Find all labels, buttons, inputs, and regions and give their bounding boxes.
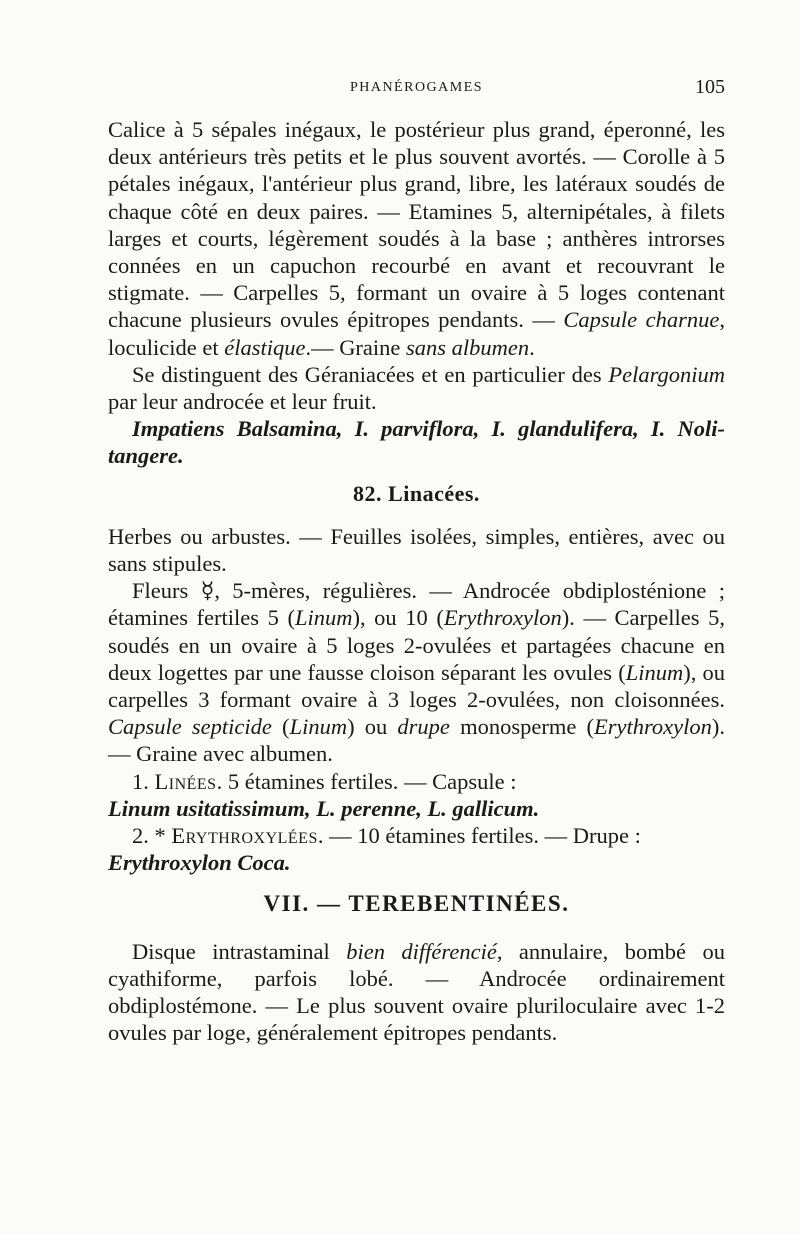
italic-term: drupe — [397, 714, 450, 740]
italic-term: Capsule charnue — [563, 307, 720, 333]
text-run: Calice à 5 sépales inégaux, le postérieur plus grand, éperonné, les deux antérieurs très petits et le plus souvent avortés. — Corolle à 5 pétales inégaux, l'antérieur plus grand, libre, les latéraux soudés de chaque côté en deux paires. — Etamines 5, alternipétales, à filets larges et courts, légèrement soudés à la base ; anthères introrses connées en un capuchon recourbé en avant et recouvrant le stigmate. — Carpelles 5, formant un ovaire à 5 loges contenant chacune plusieurs ovules épitropes pendants. — — [108, 117, 725, 333]
paragraph — [108, 795, 725, 822]
italic-term: bien différencié — [346, 938, 497, 964]
paragraph — [108, 415, 725, 469]
small-caps-term: Erythroxylées — [171, 823, 318, 849]
paragraph — [108, 938, 725, 1047]
text-run: . 5 étamines fertiles. — Capsule : — [216, 768, 517, 794]
text-run: Disque intrastaminal — [132, 938, 347, 964]
paragraph — [108, 822, 725, 849]
italic-term: Linum — [289, 714, 348, 740]
paragraph — [108, 523, 725, 577]
family-heading-linacees: 82. Linacées. — [353, 480, 480, 506]
small-caps-term: Linées — [154, 768, 217, 794]
species-names: Linum usitatissimum, L. perenne, L. gallicum. — [108, 795, 540, 821]
text-run: 2. * — [132, 823, 172, 849]
order-heading-terebentinees: VII. — TEREBENTINÉES. — [263, 891, 570, 917]
paragraph — [108, 116, 725, 361]
text-run: ) ou — [347, 714, 398, 740]
page-number: 105 — [695, 76, 725, 98]
text-run: ( — [271, 714, 290, 740]
text-run: ), ou 10 ( — [352, 605, 444, 631]
text-run: ). — Carpelles 5, soudés en un ovaire à 5 loges 2-ovulées et partagées chacune en deux logettes par une fausse cloison séparant les ovules ( — [108, 605, 725, 685]
text-run: monosperme ( — [449, 714, 594, 740]
italic-term: Linum — [625, 659, 684, 685]
paragraph — [108, 361, 725, 415]
text-run: , loculicide et — [108, 307, 725, 360]
text-run: Herbes ou arbustes. — Feuilles isolées, simples, entières, avec ou sans stipules. — [108, 523, 725, 577]
italic-term: sans albumen — [406, 334, 530, 360]
text-run: . — 10 étamines fertiles. — Drupe : — [317, 823, 641, 849]
italic-term: Erythroxylon — [593, 714, 712, 740]
species-names: Impatiens Balsamina, I. parviflora, I. glandulifera, I. Noli-tangere. — [108, 416, 725, 469]
terebentinees-description — [108, 938, 725, 1047]
impatiens-description — [108, 116, 725, 470]
text-run: Se distinguent des Géraniacées et en particulier des — [132, 361, 609, 387]
italic-term: Linum — [294, 605, 353, 631]
text-run: Fleurs ☿, 5-mères, régulières. — Androcée obdiplosténione ; étamines fertiles 5 ( — [108, 578, 725, 631]
text-run: , annulaire, bombé ou cyathiforme, parfois lobé. — Androcée ordinairement obdiplostémone. — Le plus souvent ovaire pluriloculaire avec 1-2 ovules par loge, généralement épitropes pendants. — [108, 938, 725, 1046]
page-body — [108, 116, 725, 1047]
italic-term: Capsule septicide — [108, 714, 272, 740]
paragraph — [108, 849, 725, 876]
paragraph — [108, 768, 725, 795]
text-run: ), ou carpelles 3 formant ovaire à 3 loges 2-ovulées, non cloisonnées. — [108, 659, 725, 713]
running-title: PHANÉROGAMES — [349, 80, 484, 95]
page-header — [108, 76, 725, 106]
italic-term: élastique — [224, 334, 306, 360]
paragraph — [108, 577, 725, 767]
species-names: Erythroxylon Coca. — [108, 850, 291, 876]
linacees-description — [108, 523, 725, 877]
text-run: .— Graine — [305, 334, 407, 360]
text-run: . — [529, 334, 535, 360]
text-run: par leur androcée et leur fruit. — [108, 389, 377, 415]
text-run: ). — Graine avec albumen. — [108, 714, 725, 767]
text-run: 1. — [132, 768, 155, 794]
italic-term: Pelargonium — [608, 361, 725, 387]
italic-term: Erythroxylon — [443, 605, 562, 631]
